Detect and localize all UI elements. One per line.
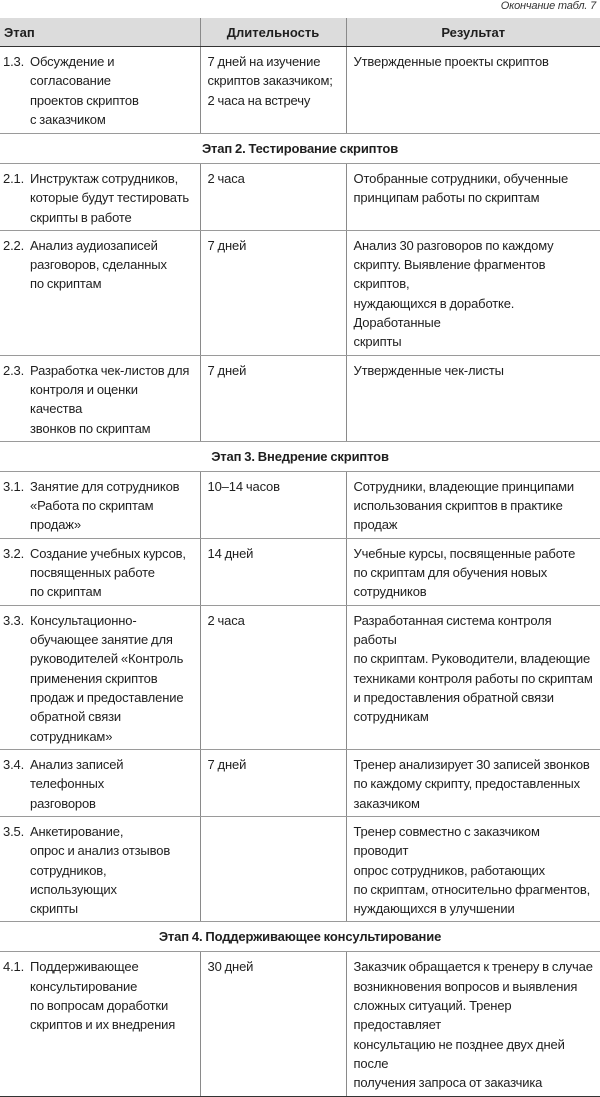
stage-cell (0, 47, 200, 134)
result-cell: Разработанная система контроля работы по скриптам. Руководители, владеющие техниками контроля работы по скриптам и предоставления обратной связи сотрудникам (346, 605, 600, 749)
duration-cell: 10–14 часов (200, 471, 346, 538)
stage-text: Инструктаж сотрудников, которые будут тестировать скрипты в работе (30, 171, 190, 225)
duration-cell: 2 часа (200, 164, 346, 231)
header-duration: Длительность (200, 18, 346, 47)
stage-text: Консультационно- обучающее занятие для руководителей «Контроль применения скриптов продаж и предоставление обратной связи сотрудникам» (30, 612, 184, 744)
table-caption: Окончание табл. 7 (500, 0, 596, 12)
stage-number: 3.5. (3, 823, 25, 839)
stage-text: Анкетирование, опрос и анализ отзывов сотрудников, использующих скрипты (30, 823, 171, 917)
table-row (0, 230, 600, 355)
stage-text: Поддерживающее консультирование по вопросам доработки скриптов и их внедрения (30, 959, 176, 1033)
stage-number: 3.1. (3, 478, 25, 494)
duration-cell (200, 816, 346, 921)
section-title: Этап 3. Внедрение скриптов (0, 441, 600, 471)
result-cell: Тренер совместно с заказчиком проводит опрос сотрудников, работающих по скриптам, относительно фрагментов, нуждающихся в улучшении (346, 816, 600, 921)
table-header (0, 18, 600, 47)
result-cell: Утвержденные чек-листы (346, 355, 600, 441)
result-cell: Учебные курсы, посвященные работе по скриптам для обучения новых сотрудников (346, 538, 600, 605)
stage-number: 3.2. (3, 545, 25, 561)
result-cell: Утвержденные проекты скриптов (346, 47, 600, 134)
table-row (0, 749, 600, 816)
stage-number: 2.3. (3, 362, 25, 378)
header-result: Результат (346, 18, 600, 47)
table-row (0, 355, 600, 441)
stage-cell (0, 355, 200, 441)
result-cell: Заказчик обращается к тренеру в случае возникновения вопросов и выявления сложных ситуаций. Тренер предоставляет консультацию не позднее двух дней после получения запроса от заказчика (346, 952, 600, 1096)
result-cell: Анализ 30 разговоров по каждому скрипту. Выявление фрагментов скриптов, нуждающихся в доработке. Доработанные скрипты (346, 230, 600, 355)
stage-cell (0, 164, 200, 231)
result-cell: Отобранные сотрудники, обученные принципам работы по скриптам (346, 164, 600, 231)
table-row (0, 816, 600, 921)
result-cell: Тренер анализирует 30 записей звонков по каждому скрипту, предоставленных заказчиком (346, 749, 600, 816)
table-row (0, 47, 600, 134)
stage-text: Анализ аудиозаписей разговоров, сделанных по скриптам (30, 237, 167, 292)
stage-number: 4.1. (3, 959, 25, 975)
stage-cell (0, 816, 200, 921)
table-row (0, 471, 600, 538)
stage-cell (0, 230, 200, 355)
stage-cell (0, 605, 200, 749)
stage-text: Анализ записей телефонных разговоров (30, 756, 124, 811)
duration-cell: 30 дней (200, 952, 346, 1096)
stage-number: 2.1. (3, 171, 25, 186)
stage-number: 3.3. (3, 612, 25, 628)
result-cell: Сотрудники, владеющие принципами использования скриптов в практике продаж (346, 471, 600, 538)
section-row (0, 922, 600, 952)
duration-cell: 7 дней на изучение скриптов заказчиком; 2 часа на встречу (200, 47, 346, 134)
table-row (0, 952, 600, 1096)
stage-cell (0, 538, 200, 605)
stages-table (0, 18, 600, 1097)
stage-text: Занятие для сотрудников «Работа по скриптам продаж» (30, 478, 180, 533)
stage-cell (0, 749, 200, 816)
duration-cell: 7 дней (200, 749, 346, 816)
duration-cell: 14 дней (200, 538, 346, 605)
stage-number: 2.2. (3, 237, 25, 253)
stage-number: 1.3. (3, 54, 25, 69)
stage-cell (0, 471, 200, 538)
duration-cell: 7 дней (200, 355, 346, 441)
header-stage: Этап (0, 18, 200, 47)
stage-number: 3.4. (3, 756, 25, 772)
table-row (0, 538, 600, 605)
section-row (0, 441, 600, 471)
duration-cell: 2 часа (200, 605, 346, 749)
stage-text: Создание учебных курсов, посвященных работе по скриптам (30, 545, 186, 600)
table-row (0, 605, 600, 749)
section-title: Этап 2. Тестирование скриптов (0, 134, 600, 164)
stage-text: Разработка чек-листов для контроля и оценки качества звонков по скриптам (30, 362, 190, 436)
section-title: Этап 4. Поддерживающее консультирование (0, 922, 600, 952)
stage-cell (0, 952, 200, 1096)
table-row (0, 164, 600, 231)
duration-cell: 7 дней (200, 230, 346, 355)
section-row (0, 134, 600, 164)
stage-text: Обсуждение и согласование проектов скриптов с заказчиком (30, 54, 139, 127)
